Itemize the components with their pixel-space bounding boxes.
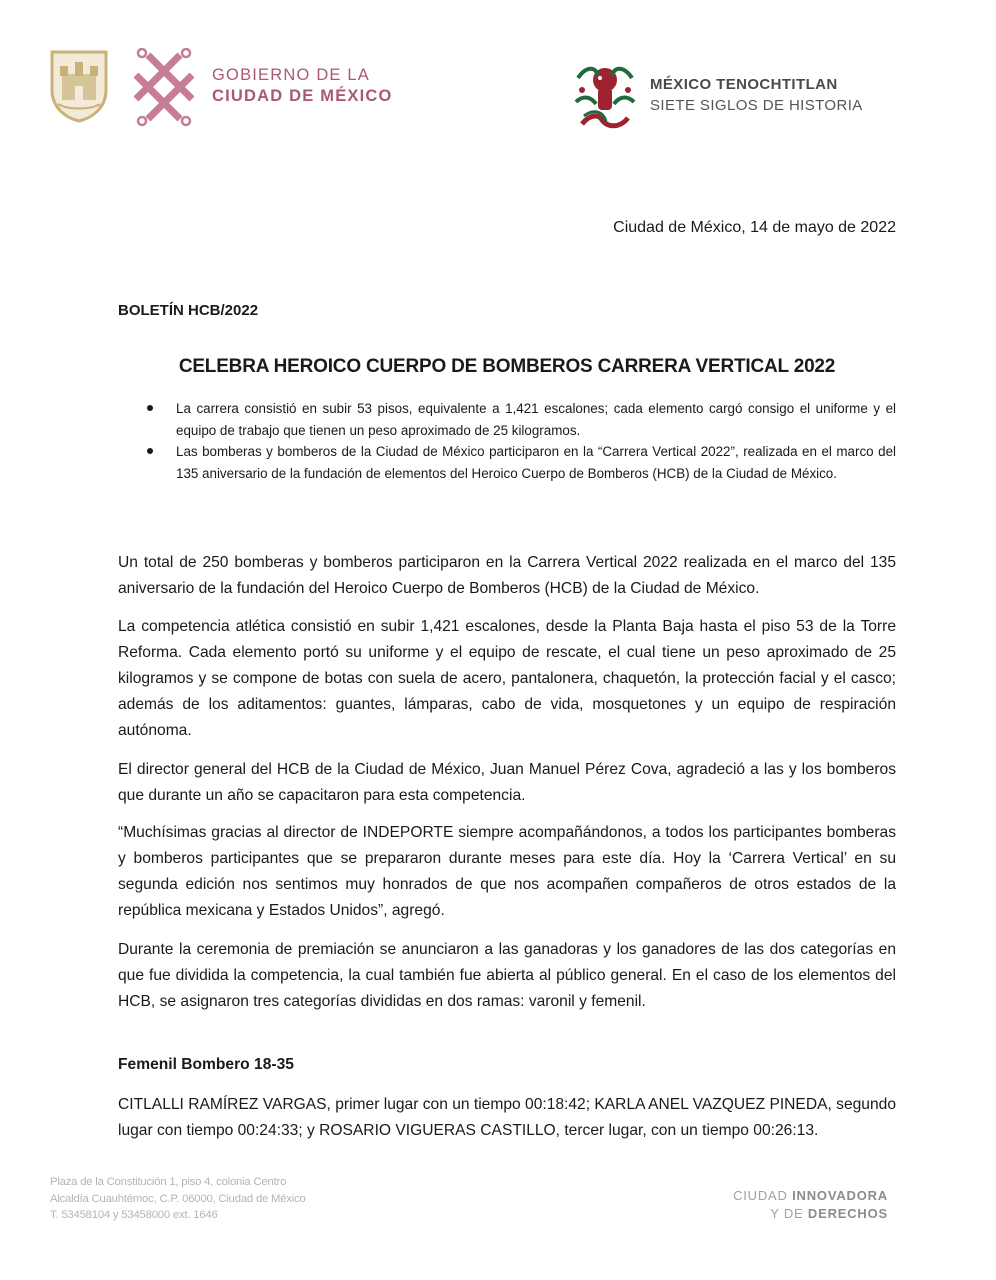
bullet-text: Las bomberas y bomberos de la Ciudad de México participaron en la “Carrera Vertical 2022”, realizada en el marco del 135 aniversario de la fundación de elementos del Heroico Cuerpo de Bomberos (HCB) de la Ciudad de México. <box>176 444 896 481</box>
paragraph: La competencia atlética consistió en subir 1,421 escalones, desde la Planta Baja hasta el piso 53 de la Torre Reforma. Cada elemento portó su uniforme y el equipo de rescate, el cual tiene un peso aproximado de 25 kilogramos y se compone de botas con suela de acero, pantalonera, chaquetón, la protección facial y el casco; además de los aditamentos: guantes, lámparas, cabo de vida, mosquetones y un equipo de respiración autónoma. <box>118 618 896 739</box>
mexico-tenochtitlan-logo <box>570 58 863 132</box>
slogan-bold: DERECHOS <box>807 1206 888 1221</box>
bullet-item <box>118 398 896 441</box>
mt-line-1: MÉXICO TENOCHTITLAN <box>650 76 838 93</box>
government-name <box>212 65 393 107</box>
paragraph: Durante la ceremonia de premiación se anunciaron a las ganadoras y los ganadores de las dos categorías en que fue dividida la competencia, la cual también fue abierta al público general. En el caso de los elementos del HCB, se asignaron tres categorías divididas en dos ramas: varonil y femenil. <box>118 941 896 1010</box>
mexico-tenochtitlan-text <box>650 74 863 116</box>
slogan-part: CIUDAD <box>733 1188 793 1203</box>
results-paragraph: CITLALLI RAMÍREZ VARGAS, primer lugar con un tiempo 00:18:42; KARLA ANEL VAZQUEZ PINEDA, segundo lugar con tiempo 00:24:33; y ROSARIO VIGUERAS CASTILLO, tercer lugar, con un tiempo 00:26:13. <box>118 1096 896 1139</box>
mt-line-2: SIETE SIGLOS DE HISTORIA <box>650 97 863 114</box>
gov-line-1: GOBIERNO DE LA <box>212 66 371 84</box>
footer-slogan <box>733 1187 888 1223</box>
paragraph: El director general del HCB de la Ciudad de México, Juan Manuel Pérez Cova, agradeció a las y los bomberos que durante un año se capacitaron para esta competencia. <box>118 761 896 804</box>
bullet-text: La carrera consistió en subir 53 pisos, equivalente a 1,421 escalones; cada elemento cargó consigo el uniforme y el equipo de trabajo que tienen un peso aproximado de 25 kilogramos. <box>176 401 896 438</box>
cdmx-knot-icon <box>128 45 200 127</box>
slogan-part: Y DE <box>770 1206 808 1221</box>
slogan-bold: INNOVADORA <box>792 1188 888 1203</box>
paragraph: Un total de 250 bomberas y bomberos participaron en la Carrera Vertical 2022 realizada en el marco del 135 aniversario de la fundación del Heroico Cuerpo de Bomberos (HCB) de la Ciudad de México. <box>118 554 896 597</box>
bullet-dot-icon <box>147 405 153 411</box>
bulletin-number: BOLETÍN HCB/2022 <box>118 302 259 319</box>
cdmx-government-logo <box>48 44 393 128</box>
address-line-2: Alcaldía Cuauhtémoc, C.P. 06000, Ciudad de México <box>50 1192 306 1205</box>
gov-line-2: CIUDAD DE MÉXICO <box>212 87 393 105</box>
release-date: Ciudad de México, 14 de mayo de 2022 <box>613 219 896 236</box>
address-phone: T. 53458104 y 53458000 ext. 1646 <box>50 1209 218 1221</box>
bullet-item <box>118 441 896 484</box>
bullet-dot-icon <box>147 448 153 454</box>
footer-address <box>50 1174 306 1224</box>
quote-paragraph: “Muchísimas gracias al director de INDEPORTE siempre acompañándonos, a todos los participantes bomberas y bomberos participantes que se prepararon durante meses para este día. Hoy la ‘Carrera Vertical’ en su segunda edición nos sentimos muy honrados de que nos acompañen compañeros de otros estados de la república mexicana y Estados Unidos”, agregó. <box>118 824 896 919</box>
summary-bullets <box>118 398 896 484</box>
aztec-glyph-icon <box>570 58 640 132</box>
address-line-1: Plaza de la Constitución 1, piso 4, colonia Centro <box>50 1176 287 1188</box>
headline: CELEBRA HEROICO CUERPO DE BOMBEROS CARRERA VERTICAL 2022 <box>178 356 836 377</box>
city-shield-icon <box>48 48 110 124</box>
category-subheading: Femenil Bombero 18-35 <box>118 1056 294 1073</box>
